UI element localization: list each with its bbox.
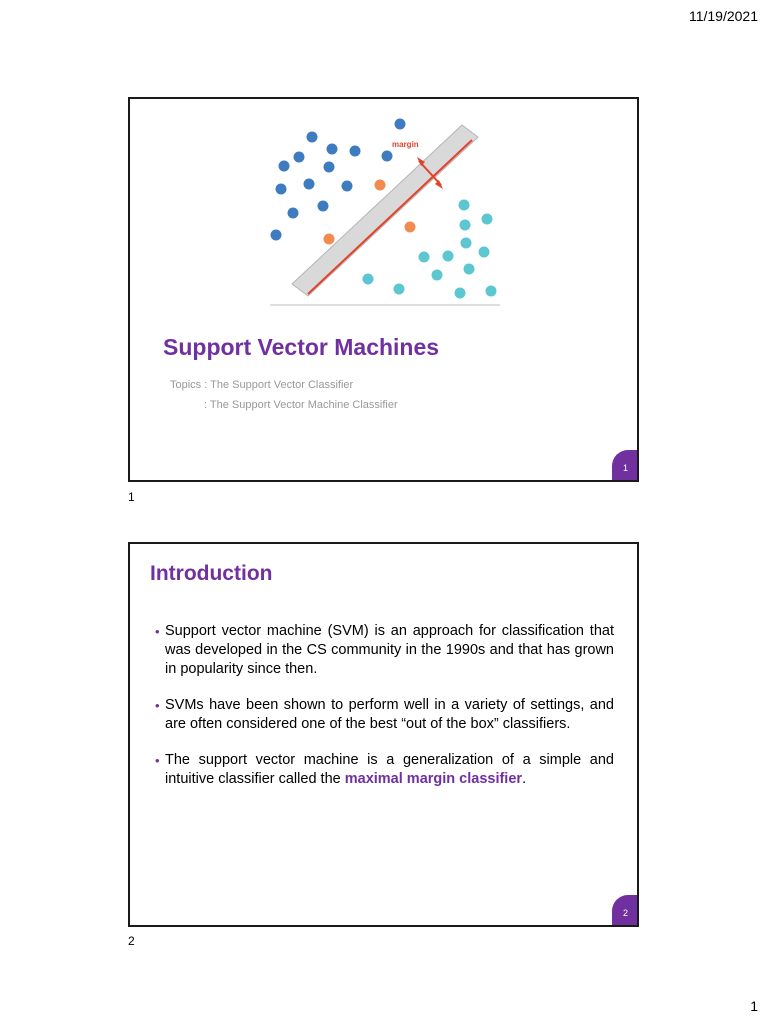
class-a-point (276, 184, 287, 195)
topic-line-2: : The Support Vector Machine Classifier (204, 399, 398, 411)
slide-1-title: Support Vector Machines (163, 334, 440, 360)
class-a-point (294, 152, 305, 163)
class-b-point (486, 286, 497, 297)
class-a-point (350, 146, 361, 157)
bullet-item (152, 696, 614, 734)
class-a-point (395, 119, 406, 130)
highlight-term: maximal margin classifier (344, 771, 523, 787)
class-b-point (464, 264, 475, 275)
bullet-dot-icon: • (155, 624, 160, 639)
class-b-point (394, 284, 405, 295)
bullet-text-end: . (522, 771, 527, 787)
svm-diagram (270, 109, 505, 309)
bullet-item (152, 751, 614, 789)
margin-label: margin (392, 140, 419, 149)
slide-2-number-badge: 2 (612, 895, 639, 927)
class-b-point (460, 220, 471, 231)
class-b-point (459, 200, 470, 211)
bullet-text: Support vector machine (SVM) is an approach for classification that was developed in the CS community in the 1990s and that has grown in popularity since then. (165, 623, 614, 677)
class-a-point (271, 230, 282, 241)
class-b-point (432, 270, 443, 281)
slide-1-label: 1 (128, 490, 135, 504)
class-a-point (279, 161, 290, 172)
slide-2-label: 2 (128, 934, 135, 948)
slide-1 (128, 97, 639, 482)
class-a-point (307, 132, 318, 143)
support-vector-point (324, 234, 335, 245)
topic-line-1: Topics : The Support Vector Classifier (170, 379, 354, 391)
bullet-text: The support vector machine is a generalization of a simple and intuitive classifier called the (165, 752, 614, 787)
page-number: 1 (750, 998, 758, 1014)
class-a-point (324, 162, 335, 173)
slide-1-topics (170, 375, 398, 415)
margin-arrow-head-bottom (435, 180, 443, 189)
bullet-item (152, 622, 614, 679)
header-date: 11/19/2021 (688, 8, 758, 24)
class-a-point (318, 201, 329, 212)
class-a-point (304, 179, 315, 190)
support-vector-point (375, 180, 386, 191)
class-b-point (363, 274, 374, 285)
class-b-point (479, 247, 490, 258)
class-b-point (461, 238, 472, 249)
slide-2 (128, 542, 639, 927)
class-b-point (482, 214, 493, 225)
bullet-dot-icon: • (155, 753, 160, 768)
class-a-point (382, 151, 393, 162)
bullet-list (152, 622, 614, 806)
slide-1-number-badge: 1 (612, 450, 639, 482)
class-a-point (288, 208, 299, 219)
class-b-point (455, 288, 466, 299)
bullet-text: SVMs have been shown to perform well in a variety of settings, and are often considered one of the best “out of the box” classifiers. (165, 697, 614, 732)
class-a-point (342, 181, 353, 192)
slide-2-title: Introduction (150, 562, 273, 585)
class-a-point (327, 144, 338, 155)
bullet-dot-icon: • (155, 698, 160, 713)
class-b-point (443, 251, 454, 262)
class-b-point (419, 252, 430, 263)
support-vector-point (405, 222, 416, 233)
